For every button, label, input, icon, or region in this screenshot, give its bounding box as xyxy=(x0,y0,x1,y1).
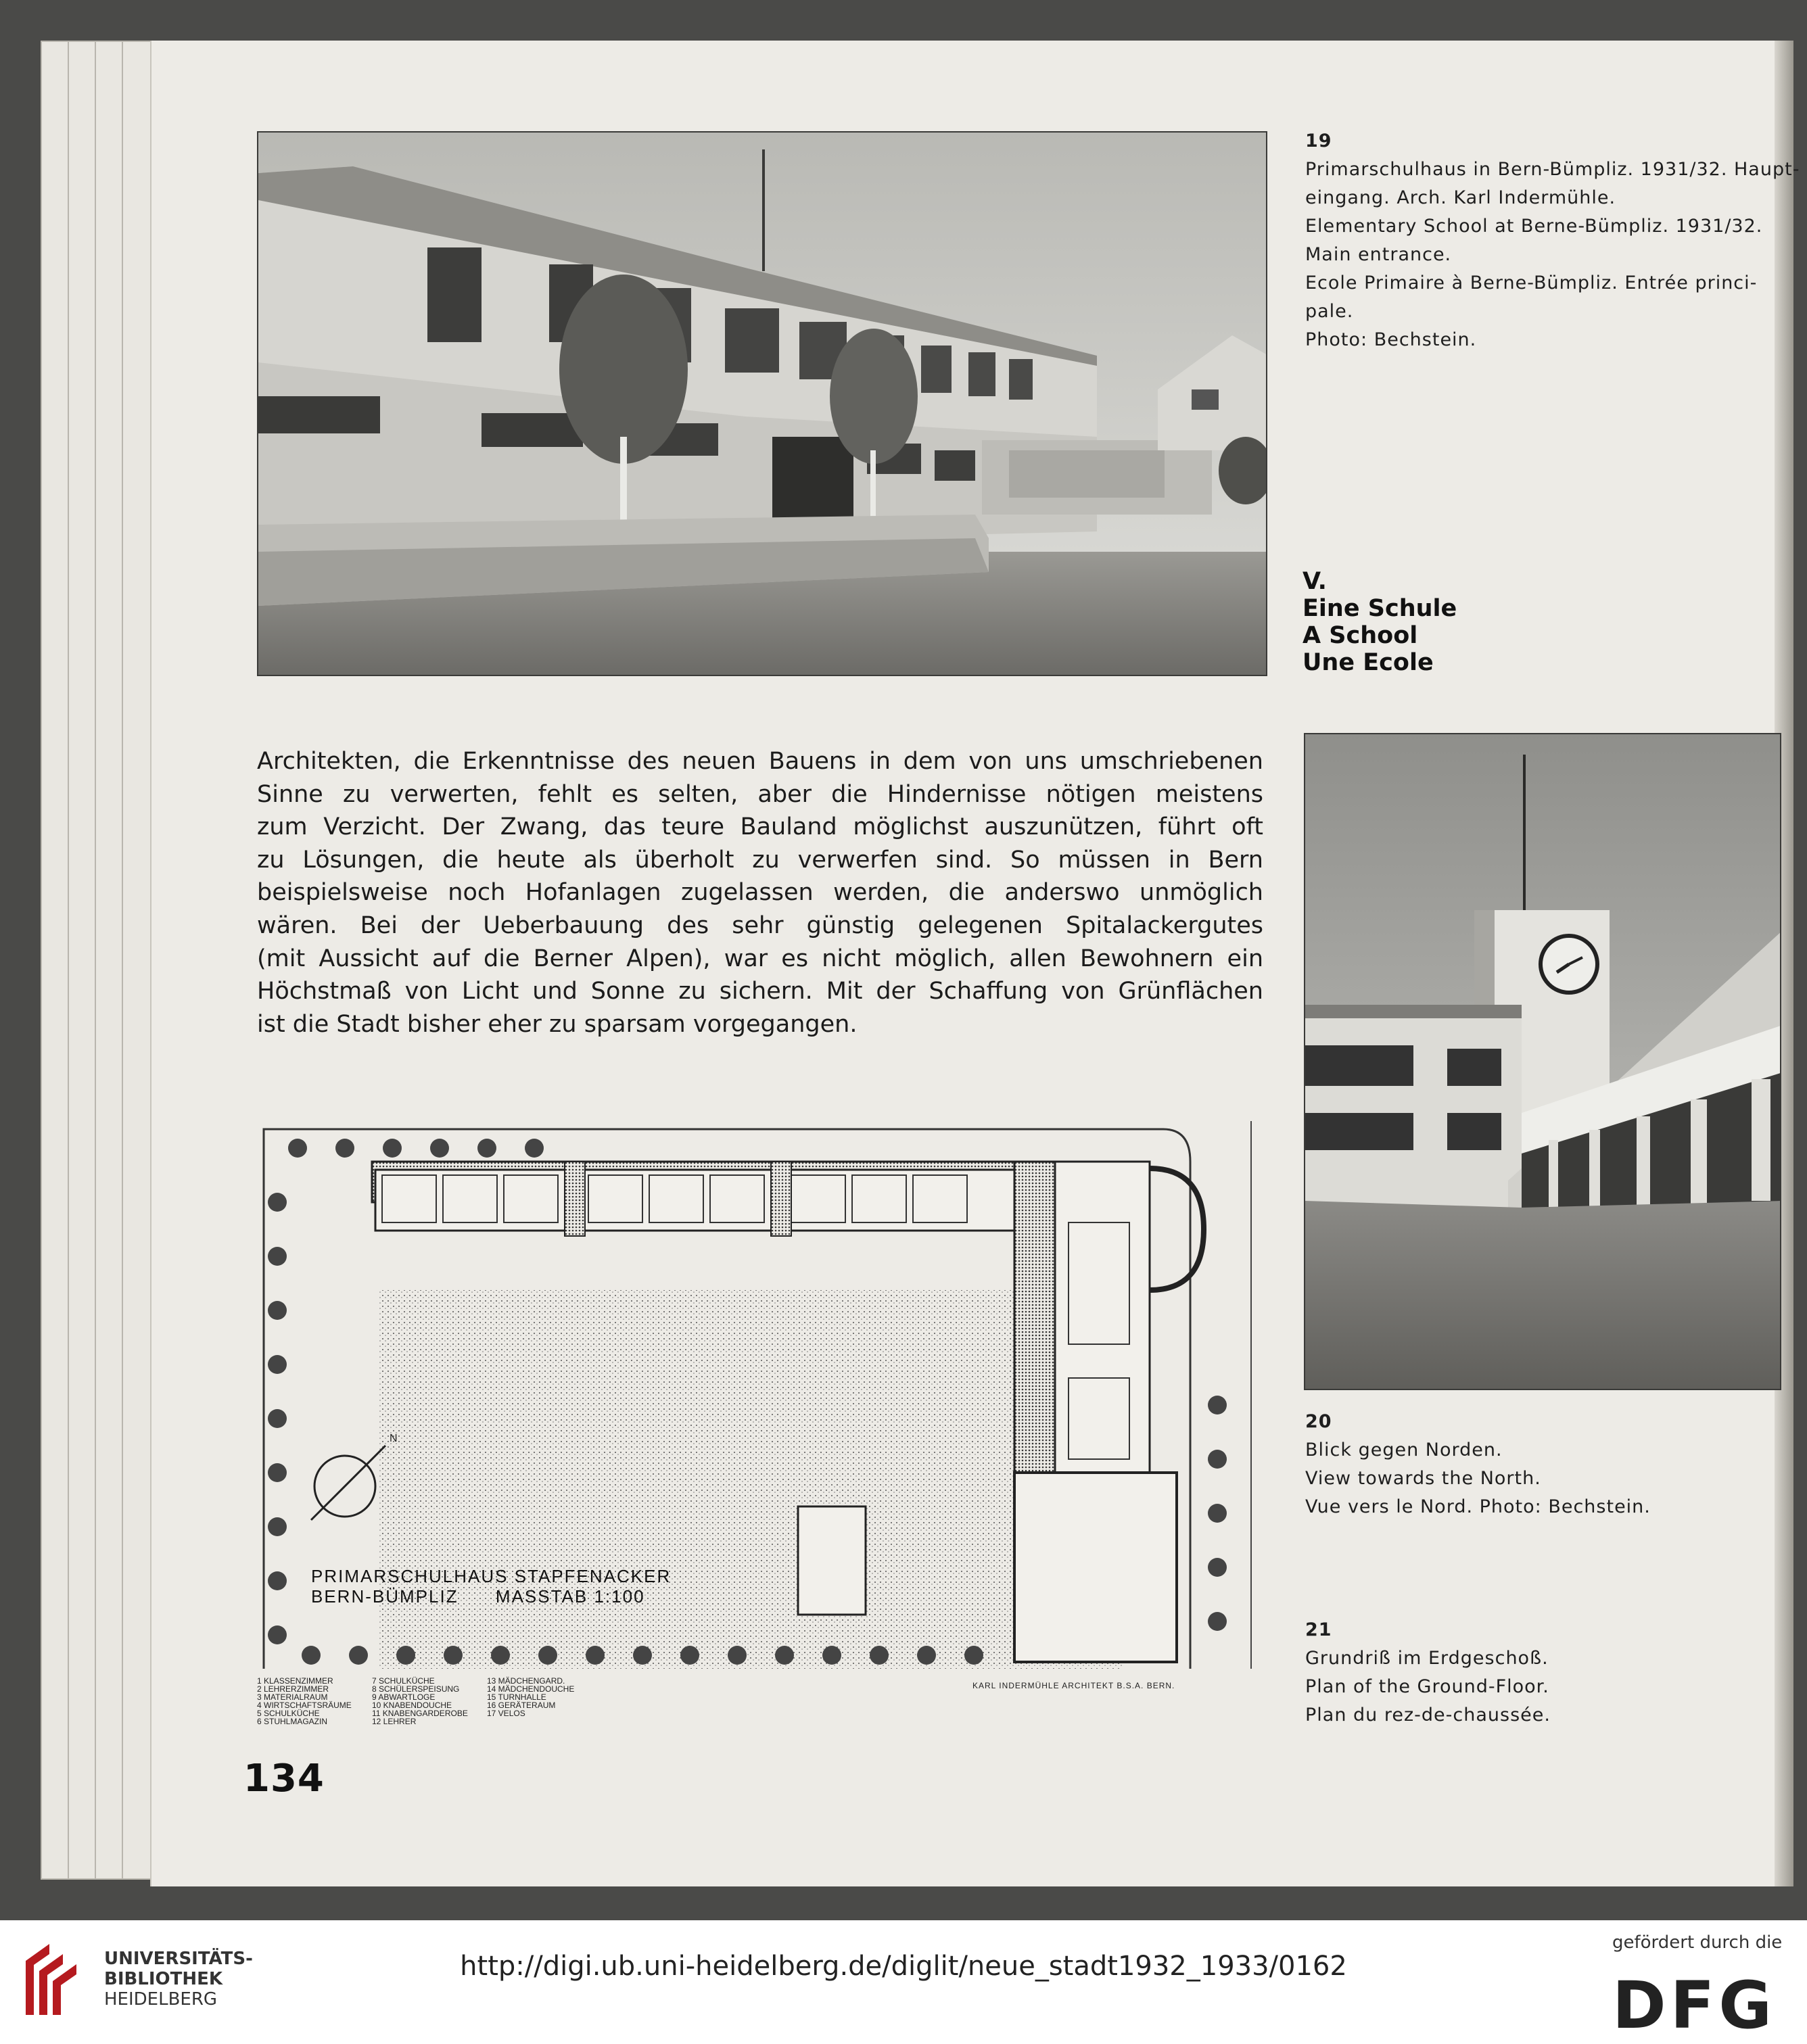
plan-title xyxy=(311,1566,671,1607)
legend-item: 14 MÄDCHENDOUCHE xyxy=(487,1684,575,1694)
legend-item: 17 VELOS xyxy=(487,1709,525,1718)
photo-school-main-entrance xyxy=(257,131,1267,676)
caption-line: pale. xyxy=(1305,301,1354,322)
body-line: Sinne zu verwerten, fehlt es selten, aber die Hindernisse nötigen meistens xyxy=(257,780,1263,808)
legend-column xyxy=(487,1677,636,1717)
legend-item: 2 LEHRERZIMMER xyxy=(257,1684,329,1694)
page-number: 134 xyxy=(243,1757,325,1801)
legend-item: 3 MATERIALRAUM xyxy=(257,1692,328,1702)
body-line: Architekten, die Erkenntnisse des neuen Bauens in dem von uns umschriebenen xyxy=(257,748,1263,775)
funding-label: gefördert durch die xyxy=(1612,1932,1783,1953)
legend-item: 15 TURNHALLE xyxy=(487,1692,546,1702)
dfg-logo: DFG xyxy=(1612,1968,1777,2043)
photo-view-north xyxy=(1304,733,1781,1390)
caption-line: View towards the North. xyxy=(1305,1468,1541,1489)
legend-item: 6 STUHLMAGAZIN xyxy=(257,1717,328,1726)
section-heading xyxy=(1303,568,1457,676)
caption-photo-19 xyxy=(1305,127,1800,354)
caption-line: Primarschulhaus in Bern-Bümpliz. 1931/32. Haupt- xyxy=(1305,159,1800,180)
legend-item: 7 SCHULKÜCHE xyxy=(372,1676,435,1686)
library-name-line: HEIDELBERG xyxy=(104,1989,218,2010)
caption-line: Vue vers le Nord. Photo: Bechstein. xyxy=(1305,1496,1651,1517)
north-arrow-label: N xyxy=(390,1433,398,1444)
caption-line: Blick gegen Norden. xyxy=(1305,1440,1503,1460)
school-building-photo xyxy=(258,133,1267,676)
caption-line: eingang. Arch. Karl Indermühle. xyxy=(1305,187,1616,208)
body-line: zum Verzicht. Der Zwang, das teure Bauland möglichst auszunützen, führt oft xyxy=(257,813,1263,841)
legend-item: 9 ABWARTLOGE xyxy=(372,1692,436,1702)
legend-item: 12 LEHRER xyxy=(372,1717,417,1726)
caption-line: Elementary School at Berne-Bümpliz. 1931/32. xyxy=(1305,216,1763,237)
caption-line: Main entrance. xyxy=(1305,244,1452,265)
plan-title-line: BERN-BÜMPLIZ MASSTAB 1:100 xyxy=(311,1586,645,1607)
caption-line: Photo: Bechstein. xyxy=(1305,329,1477,350)
plan-title-line: PRIMARSCHULHAUS STAPFENACKER xyxy=(311,1566,672,1586)
legend-item: 5 SCHULKÜCHE xyxy=(257,1709,320,1718)
body-line: (mit Aussicht auf die Berner Alpen), war es nicht möglich, allen Bewohnern ein xyxy=(257,945,1263,972)
body-line: beispielsweise noch Hofanlagen zugelassen werden, die anderswo unmöglich xyxy=(257,879,1263,907)
document-url-link[interactable]: http://digi.ub.uni-heidelberg.de/diglit/neue_stadt1932_1933/0162 xyxy=(460,1951,1347,1982)
caption-plan-21 xyxy=(1305,1616,1779,1730)
legend-item: 8 SCHÜLERSPEISUNG xyxy=(372,1684,460,1694)
footer-bar xyxy=(0,1920,1807,2044)
caption-line: Plan of the Ground-Floor. xyxy=(1305,1676,1549,1697)
body-line: zu Lösungen, die heute als überholt zu verwerfen sind. So müssen in Bern xyxy=(257,846,1263,874)
library-name-line: BIBLIOTHEK xyxy=(104,1969,223,1989)
body-line: Höchstmaß von Licht und Sonne zu sichern. Mit der Schaffung von Grünflächen xyxy=(257,978,1263,1005)
figure-number-20: 20 xyxy=(1305,1411,1332,1432)
legend-item: 1 KLASSENZIMMER xyxy=(257,1676,333,1686)
body-line: ist die Stadt bisher eher zu sparsam vorgegangen. xyxy=(257,1010,858,1038)
section-number: V. xyxy=(1303,568,1327,595)
section-title-fr: Une Ecole xyxy=(1303,649,1434,676)
legend-item: 10 KNABENDOUCHE xyxy=(372,1701,452,1710)
section-title-de: Eine Schule xyxy=(1303,595,1457,622)
legend-item: 13 MÄDCHENGARD. xyxy=(487,1676,565,1686)
caption-line: Grundriß im Erdgeschoß. xyxy=(1305,1648,1549,1669)
legend-item: 11 KNABENGARDEROBE xyxy=(372,1709,468,1718)
figure-number-19: 19 xyxy=(1305,130,1332,151)
caption-photo-20 xyxy=(1305,1408,1779,1521)
body-paragraph xyxy=(257,745,1263,1041)
legend-item: 16 GERÄTERAUM xyxy=(487,1701,556,1710)
architect-credit: KARL INDERMÜHLE ARCHITEKT B.S.A. BERN. xyxy=(972,1681,1175,1690)
library-name-line: UNIVERSITÄTS- xyxy=(104,1949,253,1969)
section-title-en: A School xyxy=(1303,622,1418,649)
caption-line: Plan du rez-de-chaussée. xyxy=(1305,1705,1551,1726)
figure-number-21: 21 xyxy=(1305,1619,1332,1640)
caption-line: Ecole Primaire à Berne-Bümpliz. Entrée princi- xyxy=(1305,272,1758,293)
courtyard-clock-tower-photo xyxy=(1305,734,1781,1390)
body-line: wären. Bei der Ueberbauung des sehr günstig gelegenen Spitalackergutes xyxy=(257,911,1263,939)
legend-item: 4 WIRTSCHAFTSRÄUME xyxy=(257,1701,352,1710)
